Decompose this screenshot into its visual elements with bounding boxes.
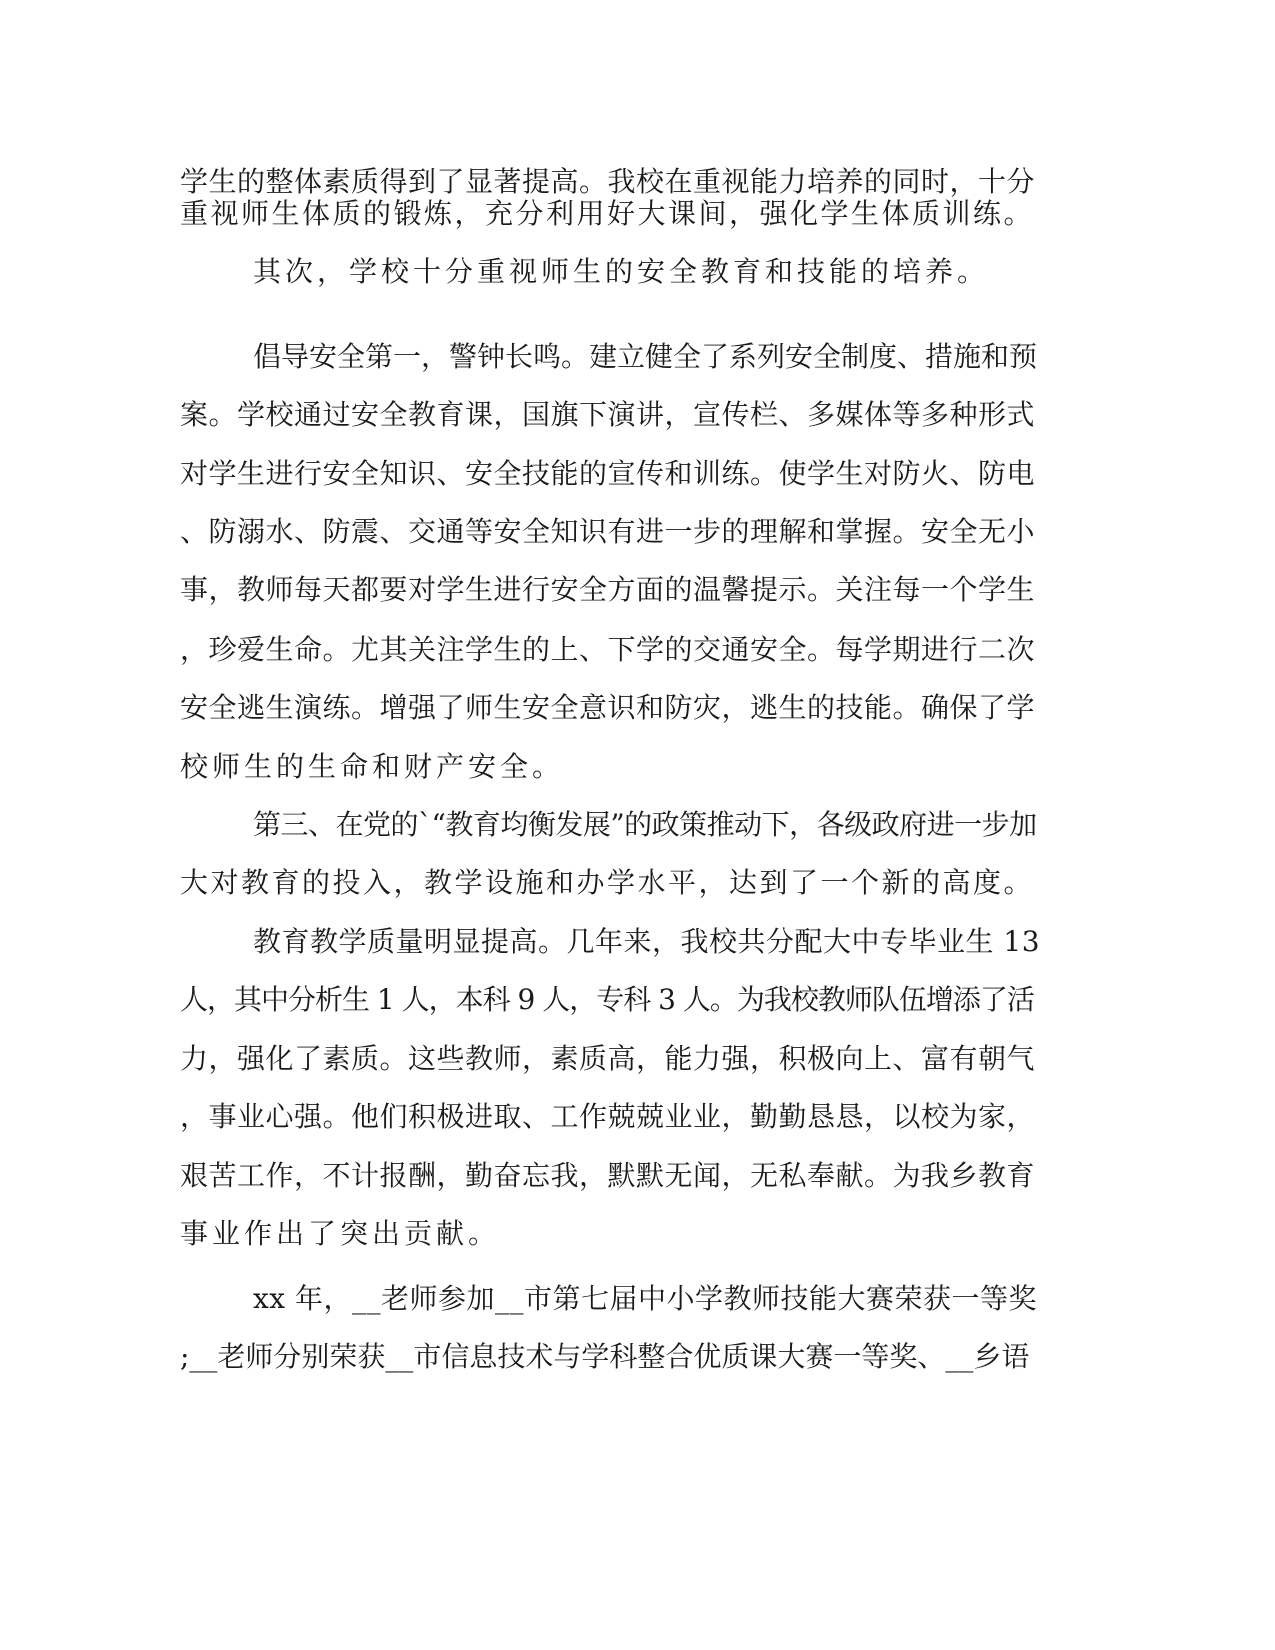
text-line: 、防溺水、防震、交通等安全知识有进一步的理解和掌握。安全无小 — [180, 515, 1036, 548]
text-line: 教育教学质量明显提高。几年来，我校共分配大中专毕业生 13 — [253, 925, 1041, 958]
text-line: 大对教育的投入，教学设施和办学水平，达到了一个新的高度。 — [180, 866, 1035, 899]
text-line: 案。学校通过安全教育课，国旗下演讲，宣传栏、多媒体等多种形式 — [180, 398, 1036, 431]
text-line: 重视师生体质的锻炼，充分利用好大课间，强化学生体质训练。 — [180, 197, 1035, 230]
text-line: 校师生的生命和财产安全。 — [180, 750, 565, 783]
text-line: ，事业心强。他们积极进取、工作兢兢业业，勤勤恳恳，以校为家， — [180, 1100, 1036, 1133]
text-line: 第三、在党的`“教育均衡发展”的政策推动下，各级政府进一步加 — [253, 808, 1037, 841]
text-line: 对学生进行安全知识、安全技能的宣传和训练。使学生对防火、防电 — [180, 457, 1036, 490]
text-line: xx 年，__老师参加__市第七届中小学教师技能大赛荣获一等奖 — [253, 1282, 1037, 1315]
text-line: 人，其中分析生 1 人，本科 9 人，专科 3 人。为我校教师队伍增添了活 — [180, 983, 1034, 1016]
text-line: 事，教师每天都要对学生进行安全方面的温馨提示。关注每一个学生 — [180, 573, 1036, 606]
text-line: 其次，学校十分重视师生的安全教育和技能的培养。 — [253, 255, 990, 288]
text-line: 倡导安全第一，警钟长鸣。建立健全了系列安全制度、措施和预 — [253, 340, 1038, 373]
text-line: 艰苦工作，不计报酬，勤奋忘我，默默无闻，无私奉献。为我乡教育 — [180, 1159, 1036, 1192]
text-line: 安全逃生演练。增强了师生安全意识和防灾，逃生的技能。确保了学 — [180, 691, 1036, 724]
text-line: 学生的整体素质得到了显著提高。我校在重视能力培养的同时，十分 — [180, 165, 1036, 198]
text-line: 力，强化了素质。这些教师，素质高，能力强，积极向上、富有朝气 — [180, 1042, 1036, 1075]
text-line: 事业作出了突出贡献。 — [180, 1217, 501, 1250]
text-line: ;__老师分别荣获__市信息技术与学科整合优质课大赛一等奖、__乡语 — [180, 1340, 1030, 1373]
text-line: ，珍爱生命。尤其关注学生的上、下学的交通安全。每学期进行二次 — [180, 633, 1036, 666]
